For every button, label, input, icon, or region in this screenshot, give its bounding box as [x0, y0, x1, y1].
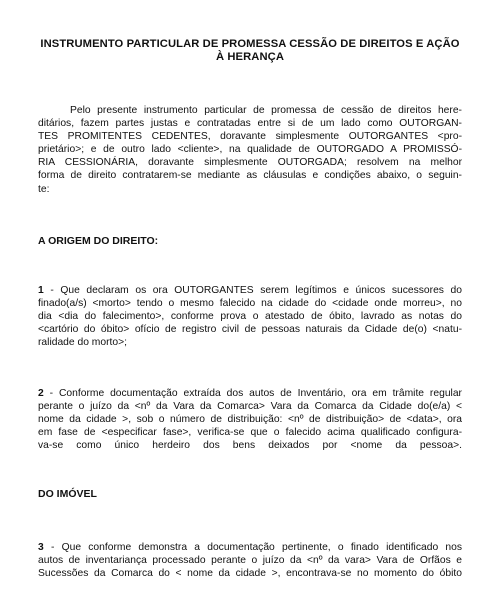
paragraph-line: nome da cidade >, sob o número de distribuição: <nº de distribuição> de <data>, ora: [38, 414, 462, 426]
document-title: [38, 38, 462, 64]
paragraph-line: [38, 541, 462, 554]
title-line: INSTRUMENTO PARTICULAR DE PROMESSA CESSÃO DE DIREITOS E AÇÃO: [40, 38, 460, 50]
paragraph-line: ralidade do morto>;: [38, 337, 128, 349]
paragraph-line: em fase de <especificar fase>, verifica-se que o falecido acima qualificado configura-: [38, 427, 462, 439]
paragraph-line: dia <dia do falecimento>, conforme prova o atestado de óbito, lavrado as notas do: [38, 311, 462, 323]
paragraph-line: ditários, fazem partes justas e contratadas entre si de um lado como OUTORGAN-: [38, 118, 462, 130]
paragraph-line: forma de direito contratarem-se mediante as cláusulas e condições abaixo, o seguin-: [38, 170, 462, 182]
paragraph-line: finado(a/s) <morto> tendo o mesmo falecido na cidade do <cidade onde morreu>, no: [38, 298, 462, 310]
clause-number: 1: [38, 285, 44, 296]
title-line: À HERANÇA: [215, 51, 285, 63]
paragraph-line: RIA CESSIONÁRIA, doravante simplesmente OUTORGADA; resolvem na melhor: [38, 157, 462, 169]
paragraph-line: Pelo presente instrumento particular de promessa de cessão de direitos here-: [70, 105, 462, 116]
clause-2: [38, 387, 462, 452]
section-heading-imovel: DO IMÓVEL: [38, 488, 97, 500]
paragraph-line: Sucessões da Comarca do < nome da cidade >, encontrava-se no momento do óbito: [38, 568, 462, 580]
paragraph-line: [38, 284, 462, 297]
clause-text: - Que conforme demonstra a documentação pertinente, o finado identificado nos: [43, 542, 462, 553]
clause-text: - Que declaram os ora OUTORGANTES serem legítimos e únicos sucessores do: [43, 285, 462, 296]
paragraph-line: perante o juízo da <nº da Vara da Comarca> Vara da Comarca da Cidade do(e/a) <: [38, 401, 462, 413]
clause-3: [38, 541, 462, 580]
paragraph-line: [38, 387, 462, 400]
paragraph-line: te:: [38, 183, 50, 195]
clause-1: [38, 284, 462, 349]
section-heading-origem: A ORIGEM DO DIREITO:: [38, 235, 159, 247]
paragraph-line: <cartório do óbito> ofício de registro civil de pessoas naturais da Cidade de(o) <natu-: [38, 324, 462, 336]
clause-number: 3: [38, 542, 44, 553]
paragraph-line: autos de inventariança processado perante o juízo da <nº da vara> Vara de Orfãos e: [38, 555, 462, 567]
clause-text: - Conforme documentação extraída dos autos de Inventário, ora em trâmite regular: [43, 388, 462, 399]
paragraph-line: TES PROMITENTES CEDENTES, doravante simplesmente OUTORGANTES <pro-: [38, 131, 462, 143]
clause-number: 2: [38, 388, 44, 399]
paragraph-line: va-se como único herdeiro dos bens deixados por <nome da pessoa>.: [38, 440, 462, 452]
intro-paragraph: [38, 104, 462, 196]
paragraph-line: prietário>; e de outro lado <cliente>, na qualidade de OUTORGADO A PROMISSÓ-: [38, 144, 462, 156]
